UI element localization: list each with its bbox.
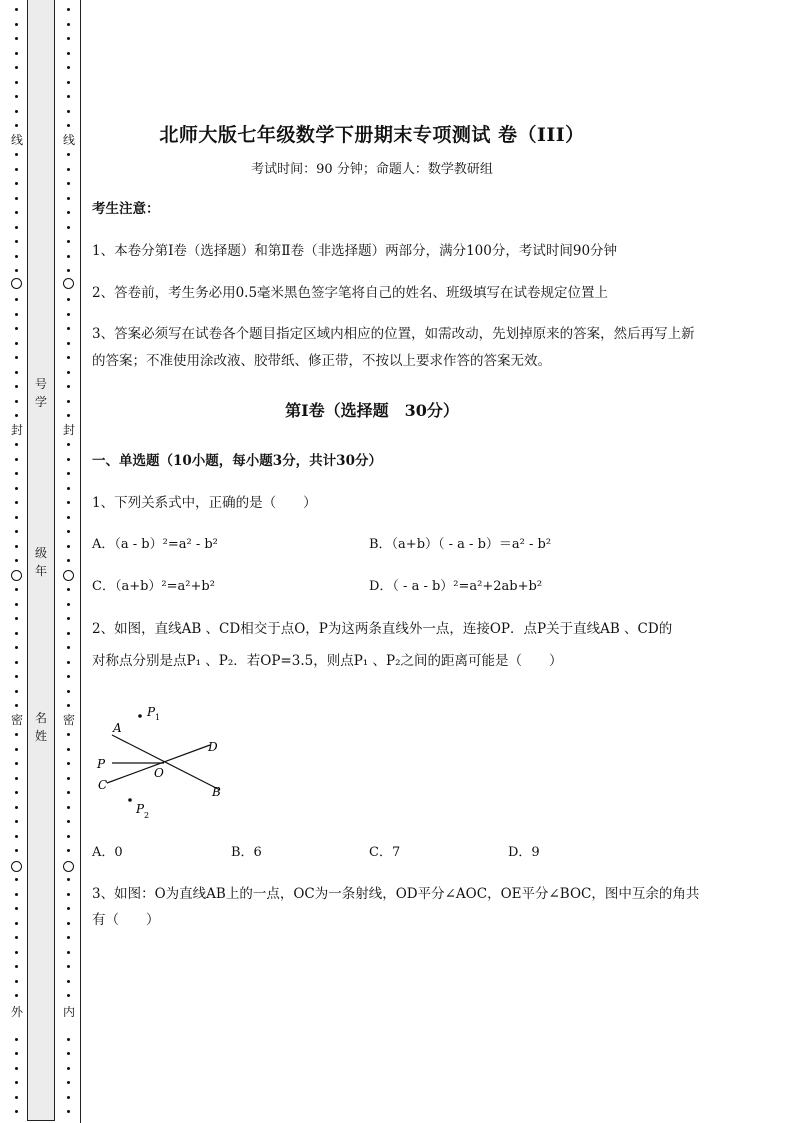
dot [15, 994, 18, 997]
dot [15, 226, 18, 229]
dot [67, 95, 70, 98]
dot [67, 762, 70, 765]
binding-rule [80, 0, 81, 1123]
dot [67, 588, 70, 591]
dot [67, 81, 70, 84]
dot [67, 298, 70, 301]
label-d: D [208, 740, 218, 754]
dot [67, 269, 70, 272]
dot [67, 733, 70, 736]
circle-mark-icon [11, 861, 22, 872]
dot [67, 52, 70, 55]
dot [15, 516, 18, 519]
dot [67, 893, 70, 896]
outer-dotted-line [10, 0, 24, 1123]
dot [15, 385, 18, 388]
dot [15, 414, 18, 417]
dot [67, 1067, 70, 1070]
dot [15, 922, 18, 925]
dot [67, 1038, 70, 1041]
dot [15, 23, 18, 26]
dot [67, 878, 70, 881]
dot [15, 849, 18, 852]
dot [15, 791, 18, 794]
binding-char: 密 [10, 713, 23, 727]
dot [15, 8, 18, 11]
dot [15, 806, 18, 809]
dot [67, 980, 70, 983]
label-nian: 年 [34, 564, 47, 578]
dot [15, 298, 18, 301]
dot [15, 617, 18, 620]
dot [15, 748, 18, 751]
notice-item-1: 1、本卷分第I卷（选择题）和第Ⅱ卷（非选择题）两部分，满分100分，考试时间90分钟 [92, 243, 618, 259]
dot [67, 313, 70, 316]
dot [15, 1052, 18, 1055]
dot [67, 661, 70, 664]
dot [15, 951, 18, 954]
circle-mark-icon [63, 278, 74, 289]
label-hao: 号 [34, 377, 47, 391]
binding-char: 外 [10, 1005, 23, 1019]
dot [67, 791, 70, 794]
dot [15, 458, 18, 461]
q2-stem-line-2: 对称点分别是点P₁ 、P₂．若OP=3.5，则点P₁ 、P₂之间的距离可能是（ ） [92, 653, 563, 669]
dot [67, 559, 70, 562]
dot [15, 472, 18, 475]
dot [67, 922, 70, 925]
dot [67, 327, 70, 330]
binding-char: 封 [62, 423, 75, 437]
dot [67, 1096, 70, 1099]
dot [15, 559, 18, 562]
dot [67, 240, 70, 243]
dot [67, 632, 70, 635]
q3-stem-line-2: 有（ ） [92, 912, 160, 928]
q2-option-a: A．0 [92, 845, 123, 860]
dot [15, 487, 18, 490]
dot [15, 356, 18, 359]
q2-option-d: D．9 [508, 845, 540, 860]
dot [67, 110, 70, 113]
dot [15, 153, 18, 156]
dot [15, 704, 18, 707]
binding-strip [0, 0, 88, 1123]
label-p: P [97, 757, 106, 771]
notice-item-3-line-1: 3、答案必须写在试卷各个题目指定区域内相应的位置，如需改动，先划掉原来的答案，然后再写上新 [92, 326, 695, 342]
dot [15, 603, 18, 606]
dot [15, 762, 18, 765]
q1-option-b: B．（a+b）（ - a - b）＝a² - b² [369, 537, 552, 552]
dot [15, 980, 18, 983]
q3-stem-line-1: 3、如图：O为直线AB上的一点，OC为一条射线，OD平分∠AOC，OE平分∠BOC，图中互余的角共 [92, 886, 700, 902]
dot [67, 617, 70, 620]
dot [15, 240, 18, 243]
dot [67, 951, 70, 954]
dot [15, 878, 18, 881]
notice-item-3-line-2: 的答案；不准使用涂改液、胶带纸、修正带，不按以上要求作答的答案无效。 [92, 353, 551, 369]
dot [67, 806, 70, 809]
dot [15, 530, 18, 533]
dot [15, 820, 18, 823]
q2-stem-line-1: 2、如图，直线AB 、CD相交于点O，P为这两条直线外一点，连接OP．点P关于直线AB 、CD的 [92, 621, 673, 637]
student-info-bar [27, 0, 55, 1121]
point-p1 [138, 714, 142, 718]
label-xue: 学 [34, 395, 47, 409]
label-ming: 名 [34, 711, 47, 725]
circle-mark-icon [63, 861, 74, 872]
dot [15, 690, 18, 693]
dot [15, 835, 18, 838]
notice-item-2: 2、答卷前，考生务必用0.5毫米黑色签字笔将自己的姓名、班级填写在试卷规定位置上 [92, 285, 609, 301]
label-c: C [98, 778, 108, 792]
label-p1-sub: 1 [155, 713, 161, 722]
dot [15, 182, 18, 185]
dot [15, 168, 18, 171]
dot [67, 820, 70, 823]
label-b: B [212, 785, 221, 799]
label-o: O [154, 766, 164, 780]
dot [67, 211, 70, 214]
circle-mark-icon [11, 278, 22, 289]
dot [15, 1081, 18, 1084]
dot [67, 835, 70, 838]
label-a: A [113, 721, 122, 735]
dot [15, 907, 18, 910]
label-ji: 级 [34, 546, 47, 560]
dot [67, 371, 70, 374]
label-p2-sub: 2 [144, 811, 150, 820]
dot [15, 733, 18, 736]
dot [67, 414, 70, 417]
dot [15, 327, 18, 330]
exam-info: 考试时间：90 分钟；命题人：数学教研组 [251, 162, 493, 177]
dot [67, 690, 70, 693]
binding-char: 内 [62, 1005, 75, 1019]
dot [67, 168, 70, 171]
dot [67, 487, 70, 490]
dot [15, 81, 18, 84]
dot [15, 588, 18, 591]
dot [67, 704, 70, 707]
dot [67, 342, 70, 345]
dot [67, 400, 70, 403]
q2-option-b: B．6 [231, 845, 262, 860]
dot [67, 443, 70, 446]
dot [15, 1038, 18, 1041]
dot [67, 8, 70, 11]
point-p2 [128, 798, 132, 802]
dot [15, 936, 18, 939]
dot [67, 646, 70, 649]
binding-char: 线 [10, 133, 23, 147]
binding-char: 密 [62, 713, 75, 727]
dot [15, 52, 18, 55]
dot [67, 516, 70, 519]
dot [15, 37, 18, 40]
dot [67, 530, 70, 533]
dot [67, 182, 70, 185]
section-title: 第I卷（选择题 30分） [285, 401, 459, 420]
dot [15, 211, 18, 214]
q1-option-a: A．（a - b）²=a² - b² [92, 537, 218, 552]
circle-mark-icon [63, 570, 74, 581]
label-xing: 姓 [34, 729, 47, 743]
q1-option-d: D．（ - a - b）²=a²+2ab+b² [369, 579, 543, 594]
label-p2: P [136, 802, 145, 816]
dot [67, 603, 70, 606]
dot [67, 255, 70, 258]
q2-option-c: C．7 [369, 845, 401, 860]
dot [15, 893, 18, 896]
dot [67, 849, 70, 852]
dot [67, 965, 70, 968]
dot [15, 777, 18, 780]
dot [15, 313, 18, 316]
dot [15, 1067, 18, 1070]
dot [67, 23, 70, 26]
dot [67, 66, 70, 69]
dot [15, 545, 18, 548]
dot [67, 124, 70, 127]
dot [15, 95, 18, 98]
circle-mark-icon [11, 570, 22, 581]
dot [67, 545, 70, 548]
dot [67, 197, 70, 200]
dot [67, 458, 70, 461]
dot [67, 675, 70, 678]
dot [67, 936, 70, 939]
dot [15, 269, 18, 272]
dot [67, 1110, 70, 1113]
dot [15, 110, 18, 113]
binding-char: 线 [62, 133, 75, 147]
dot [15, 965, 18, 968]
binding-char: 封 [10, 423, 23, 437]
page-title: 北师大版七年级数学下册期末专项测试 卷（III） [159, 124, 585, 146]
dot [67, 994, 70, 997]
q2-figure [92, 700, 232, 830]
dot [67, 472, 70, 475]
dot [15, 501, 18, 504]
label-p1: P [147, 705, 156, 719]
part-heading: 一、单选题（10小题，每小题3分，共计30分） [92, 453, 382, 469]
dot [15, 661, 18, 664]
dot [67, 226, 70, 229]
dot [67, 385, 70, 388]
dot [15, 400, 18, 403]
dot [15, 1110, 18, 1113]
dot [15, 66, 18, 69]
q1-stem: 1、下列关系式中，正确的是（ ） [92, 495, 317, 511]
dot [15, 1096, 18, 1099]
dot [15, 675, 18, 678]
dot [15, 342, 18, 345]
dot [67, 1081, 70, 1084]
notice-heading: 考生注意： [92, 201, 160, 217]
dot [67, 777, 70, 780]
dot [15, 124, 18, 127]
dot [15, 443, 18, 446]
dot [15, 197, 18, 200]
dot [15, 646, 18, 649]
inner-dotted-line [62, 0, 76, 1123]
dot [67, 153, 70, 156]
dot [15, 632, 18, 635]
dot [15, 255, 18, 258]
q1-option-c: C．（a+b）²=a²+b² [92, 579, 215, 594]
dot [67, 1052, 70, 1055]
dot [15, 371, 18, 374]
dot [67, 356, 70, 359]
dot [67, 37, 70, 40]
dot [67, 907, 70, 910]
dot [67, 748, 70, 751]
dot [67, 501, 70, 504]
